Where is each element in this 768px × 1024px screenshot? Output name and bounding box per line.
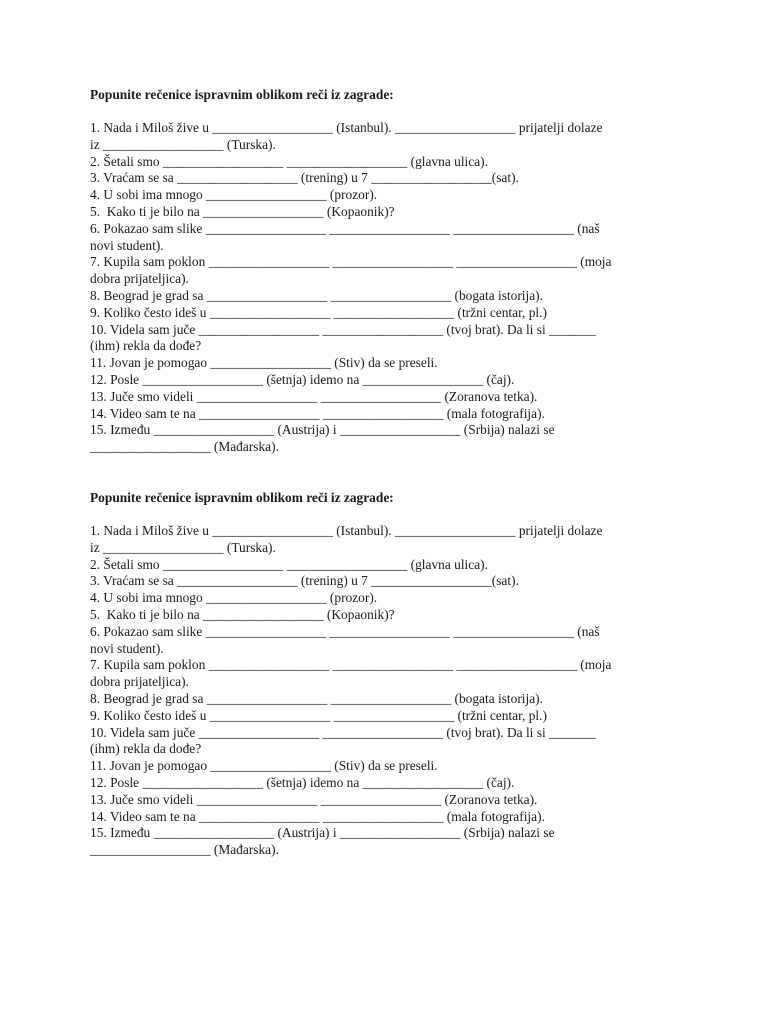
exercise-line: 14. Video sam te na __________________ __________________ (mala fotografija). (90, 808, 545, 824)
exercise-line: 6. Pokazao sam slike __________________ __________________ __________________ (naš (90, 623, 600, 639)
exercise-line: 14. Video sam te na __________________ __________________ (mala fotografija). (90, 405, 545, 421)
exercise-line: 8. Beograd je grad sa __________________ __________________ (bogata istorija). (90, 287, 543, 303)
exercise-line: 2. Šetali smo __________________ __________________ (glavna ulica). (90, 153, 488, 169)
exercise-line: 15. Između __________________ (Austrija) i __________________ (Srbija) nalazi se (90, 825, 555, 841)
exercise-line: 7. Kupila sam poklon __________________ __________________ __________________ (moja (90, 254, 612, 270)
exercise-list (90, 523, 680, 859)
exercise-line: 8. Beograd je grad sa __________________ __________________ (bogata istorija). (90, 690, 543, 706)
exercise-line: 5. Kako ti je bilo na __________________ (Kopaonik)? (90, 203, 395, 219)
exercise-list (90, 120, 680, 456)
exercise-line: 1. Nada i Miloš žive u __________________ (Istanbul). __________________ prijatelji dolaze (90, 120, 603, 135)
exercise-line: 15. Između __________________ (Austrija) i __________________ (Srbija) nalazi se (90, 422, 555, 438)
exercise-line: 11. Jovan je pomogao __________________ (Stiv) da se preseli. (90, 758, 438, 774)
exercise-line: iz __________________ (Turska). (90, 539, 276, 555)
worksheet-heading: Popunite rečenice ispravnim oblikom reči iz zagrade: (90, 490, 394, 505)
exercise-line: 12. Posle __________________ (šetnja) idemo na __________________ (čaj). (90, 774, 515, 790)
exercise-line: __________________ (Mađarska). (90, 842, 279, 858)
worksheet-heading: Popunite rečenice ispravnim oblikom reči iz zagrade: (90, 87, 394, 102)
exercise-line: novi student). (90, 237, 164, 253)
exercise-line: 12. Posle __________________ (šetnja) idemo na __________________ (čaj). (90, 371, 515, 387)
exercise-line: 13. Juče smo videli __________________ __________________ (Zoranova tetka). (90, 388, 538, 404)
exercise-line: 11. Jovan je pomogao __________________ (Stiv) da se preseli. (90, 355, 438, 371)
exercise-line: 3. Vraćam se sa __________________ (trening) u 7 __________________(sat). (90, 170, 519, 186)
worksheet-1 (90, 86, 680, 456)
exercise-line: 1. Nada i Miloš žive u __________________ (Istanbul). __________________ prijatelji dolaze (90, 523, 603, 538)
exercise-line: dobra prijateljica). (90, 271, 189, 287)
exercise-line: 2. Šetali smo __________________ __________________ (glavna ulica). (90, 556, 488, 572)
exercise-line: 9. Koliko često ideš u __________________ __________________ (tržni centar, pl.) (90, 707, 547, 723)
exercise-line: 4. U sobi ima mnogo __________________ (prozor). (90, 590, 378, 606)
exercise-line: (ihm) rekla da dođe? (90, 338, 202, 354)
exercise-line: 5. Kako ti je bilo na __________________ (Kopaonik)? (90, 606, 395, 622)
exercise-line: 9. Koliko često ideš u __________________ __________________ (tržni centar, pl.) (90, 304, 547, 320)
exercise-line: __________________ (Mađarska). (90, 439, 279, 455)
exercise-line: dobra prijateljica). (90, 674, 189, 690)
exercise-line: novi student). (90, 640, 164, 656)
worksheet-2 (90, 489, 680, 859)
exercise-line: 10. Videla sam juče __________________ __________________ (tvoj brat). Da li si _______ (90, 724, 596, 740)
exercise-line: 4. U sobi ima mnogo __________________ (prozor). (90, 187, 378, 203)
exercise-line: (ihm) rekla da dođe? (90, 741, 202, 757)
exercise-line: 7. Kupila sam poklon __________________ __________________ __________________ (moja (90, 657, 612, 673)
exercise-line: iz __________________ (Turska). (90, 136, 276, 152)
exercise-line: 6. Pokazao sam slike __________________ __________________ __________________ (naš (90, 220, 600, 236)
exercise-line: 13. Juče smo videli __________________ __________________ (Zoranova tetka). (90, 791, 538, 807)
exercise-line: 10. Videla sam juče __________________ __________________ (tvoj brat). Da li si _______ (90, 321, 596, 337)
exercise-line: 3. Vraćam se sa __________________ (trening) u 7 __________________(sat). (90, 573, 519, 589)
